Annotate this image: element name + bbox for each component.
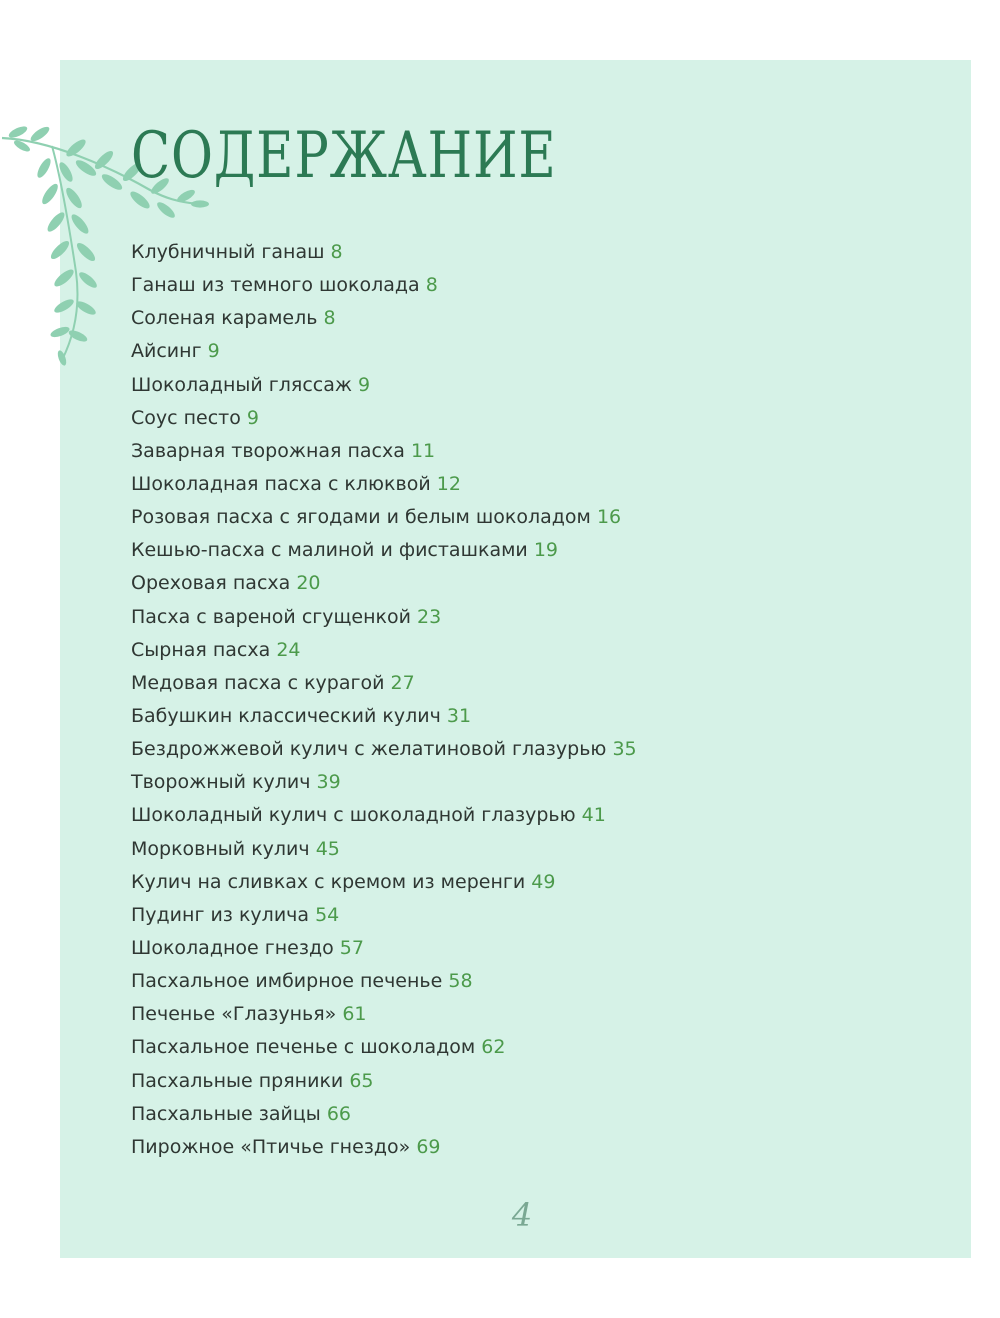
toc-entry-page: 45 <box>315 837 340 860</box>
toc-entry-title: Пасха с вареной сгущенкой <box>131 605 411 628</box>
toc-entry[interactable] <box>131 236 637 269</box>
toc-entry-title: Ганаш из темного шоколада <box>131 274 420 297</box>
toc-entry-title: Шоколадный кулич с шоколадной глазурью <box>131 804 576 827</box>
toc-entry-page: 9 <box>358 373 371 396</box>
toc-entry-title: Медовая пасха с курагой <box>131 671 385 694</box>
toc-entry-page: 41 <box>581 804 606 827</box>
toc-entry-page: 8 <box>425 274 438 297</box>
toc-entry[interactable] <box>131 866 637 899</box>
toc-entry-title: Сырная пасха <box>131 638 271 661</box>
toc-entry-page: 31 <box>446 704 472 727</box>
toc-entry[interactable] <box>131 667 637 700</box>
toc-entry-page: 8 <box>323 307 336 330</box>
toc-entry-page: 61 <box>342 1003 367 1026</box>
toc-entry-page: 9 <box>246 406 260 429</box>
toc-entry-page: 69 <box>416 1135 441 1158</box>
toc-entry-page: 57 <box>339 936 364 959</box>
toc-entry-page: 66 <box>326 1102 352 1125</box>
toc-entry[interactable] <box>131 534 637 567</box>
toc-entry-page: 39 <box>316 771 341 794</box>
toc-entry[interactable] <box>131 335 637 368</box>
toc-entry-title: Пасхальные пряники <box>131 1069 344 1092</box>
toc-entry[interactable] <box>131 269 637 302</box>
toc-entry-title: Печенье «Глазунья» <box>131 1003 337 1026</box>
toc-entry-page: 8 <box>330 241 343 263</box>
toc-entry-title: Пасхальные зайцы <box>131 1102 321 1125</box>
toc-entry[interactable] <box>131 402 637 435</box>
toc-entry[interactable] <box>131 1065 637 1098</box>
toc-entry-page: 49 <box>531 870 556 893</box>
toc-entry-title: Розовая пасха с ягодами и белым шоколадом <box>131 506 591 529</box>
toc-entry-title: Пудинг из кулича <box>131 903 310 926</box>
toc-entry-page: 16 <box>596 506 622 529</box>
toc-entry-page: 24 <box>276 638 301 661</box>
toc-entry-page: 62 <box>481 1036 506 1059</box>
toc-entry-title: Шоколадный глясcаж <box>131 373 352 396</box>
toc-entry[interactable] <box>131 899 637 932</box>
toc-entry[interactable] <box>131 567 637 600</box>
toc-entry[interactable] <box>131 302 637 335</box>
toc-entry[interactable] <box>131 700 637 733</box>
table-of-contents <box>131 236 637 1164</box>
toc-entry[interactable] <box>131 965 637 998</box>
toc-entry-title: Морковный кулич <box>131 837 310 860</box>
toc-entry-page: 54 <box>315 903 340 926</box>
toc-entry[interactable] <box>131 634 637 667</box>
toc-entry-title: Клубничный ганаш <box>131 241 325 263</box>
toc-entry[interactable] <box>131 766 637 799</box>
toc-entry[interactable] <box>131 1031 637 1064</box>
page-title: СОДЕРЖАНИЕ <box>131 119 557 193</box>
toc-entry[interactable] <box>131 369 637 402</box>
toc-entry-page: 12 <box>436 472 461 495</box>
toc-entry-title: Кулич на сливках с кремом из меренги <box>131 870 526 893</box>
toc-entry[interactable] <box>131 833 637 866</box>
toc-entry-page: 19 <box>533 539 558 562</box>
toc-entry-page: 11 <box>410 439 436 462</box>
toc-entry[interactable] <box>131 1131 637 1164</box>
toc-entry-page: 9 <box>207 340 220 363</box>
toc-entry-title: Ореховая пасха <box>131 572 291 595</box>
toc-entry-title: Пирожное «Птичье гнездо» <box>131 1135 411 1158</box>
toc-entry-title: Заварная творожная пасха <box>131 439 405 462</box>
toc-entry-title: Пасхальное печенье с шоколадом <box>131 1036 476 1059</box>
toc-entry-page: 65 <box>349 1069 374 1092</box>
toc-entry-title: Бездрожжевой кулич с желатиновой глазурью <box>131 738 607 761</box>
toc-entry[interactable] <box>131 601 637 634</box>
toc-entry-title: Бабушкин классический кулич <box>131 704 441 727</box>
toc-entry-title: Соленая карамель <box>131 307 318 330</box>
toc-entry[interactable] <box>131 1098 637 1131</box>
toc-entry[interactable] <box>131 799 637 832</box>
toc-entry[interactable] <box>131 501 637 534</box>
toc-entry-page: 27 <box>390 671 415 694</box>
toc-entry-title: Шоколадное гнездо <box>131 936 334 959</box>
toc-entry[interactable] <box>131 998 637 1031</box>
toc-entry-title: Шоколадная пасха с клюквой <box>131 472 431 495</box>
toc-entry-page: 23 <box>417 605 442 628</box>
toc-entry-title: Айсинг <box>131 340 202 363</box>
toc-entry-page: 58 <box>448 970 473 993</box>
toc-entry-title: Кешью-пасха с малиной и фисташками <box>131 539 528 562</box>
toc-entry[interactable] <box>131 932 637 965</box>
toc-entry[interactable] <box>131 733 637 766</box>
toc-entry-page: 35 <box>612 738 637 761</box>
toc-entry[interactable] <box>131 435 637 468</box>
toc-entry-title: Творожный кулич <box>131 771 311 794</box>
toc-entry-title: Соус песто <box>131 406 241 429</box>
toc-entry-title: Пасхальное имбирное печенье <box>131 970 443 993</box>
toc-entry-page: 20 <box>296 572 321 595</box>
page-number: 4 <box>511 1196 533 1234</box>
toc-entry[interactable] <box>131 468 637 501</box>
